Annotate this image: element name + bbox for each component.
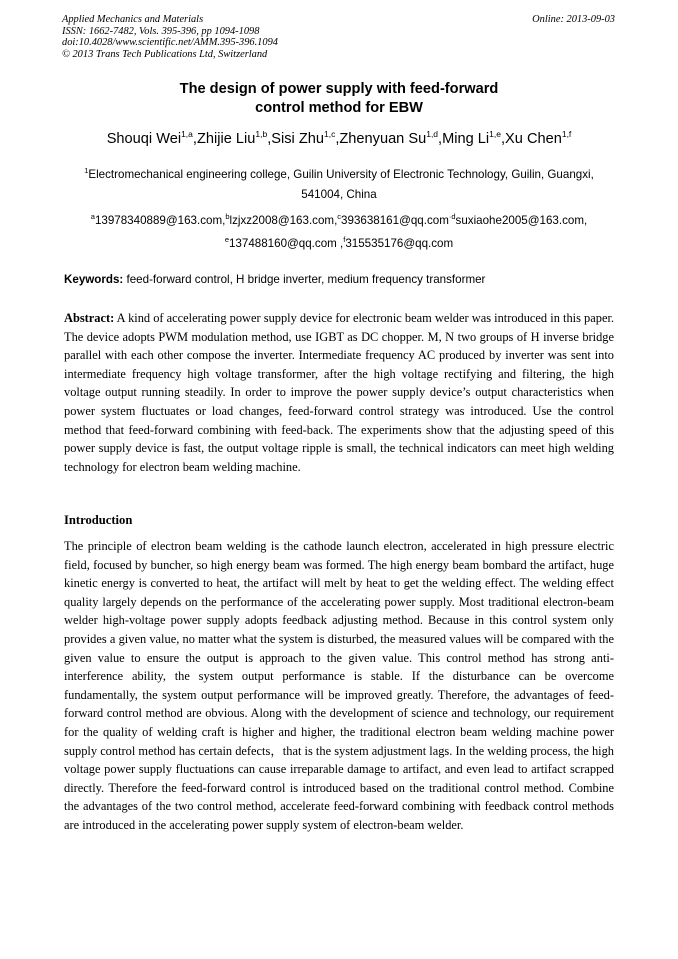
author-separator: , bbox=[500, 131, 506, 147]
abstract-label: Abstract: bbox=[64, 311, 115, 325]
email-address[interactable]: 137488160@qq.com , bbox=[228, 237, 344, 250]
affiliation-line-2: 541004, China bbox=[301, 188, 377, 201]
author-separator: , bbox=[438, 131, 443, 147]
issn-line: ISSN: 1662-7482, Vols. 395-396, pp 1094-1098 bbox=[62, 25, 260, 37]
journal-header bbox=[62, 14, 278, 60]
author-name: Shouqi Wei bbox=[106, 131, 182, 147]
email-address[interactable]: 13978340889@163.com, bbox=[94, 214, 226, 227]
email-mark: c bbox=[337, 212, 342, 221]
emails-line-1 bbox=[0, 209, 678, 232]
author-separator: , bbox=[267, 131, 272, 147]
paper-title bbox=[0, 80, 678, 118]
author-affil-mark: 1,f bbox=[561, 129, 572, 139]
abstract bbox=[64, 309, 614, 476]
email-address[interactable]: 315535176@qq.com bbox=[345, 237, 454, 250]
affiliation-text: Electromechanical engineering college, Guilin University of Electronic Technology, Guilin, Guangxi, bbox=[88, 168, 594, 181]
author-affil-mark: 1,e bbox=[489, 129, 501, 139]
author-list bbox=[0, 130, 678, 148]
author-name: Sisi Zhu bbox=[271, 131, 324, 147]
email-address[interactable]: suxiaohe2005@163.com, bbox=[455, 214, 588, 227]
affiliation bbox=[0, 165, 678, 205]
copyright-line: © 2013 Trans Tech Publications Ltd, Switzerland bbox=[62, 48, 268, 60]
author-separator: , bbox=[192, 131, 197, 147]
title-line-1: The design of power supply with feed-forward bbox=[179, 81, 499, 97]
email-mark: e bbox=[224, 235, 229, 244]
keywords-label: Keywords: bbox=[64, 273, 124, 286]
author-affil-mark: 1,c bbox=[323, 129, 336, 139]
author-affil-mark: 1,a bbox=[181, 129, 193, 139]
doi-line[interactable]: doi:10.4028/www.scientific.net/AMM.395-396.1094 bbox=[62, 37, 278, 49]
section-heading-introduction: Introduction bbox=[64, 513, 133, 527]
author-affil-mark: 1,d bbox=[426, 129, 439, 139]
title-line-2: control method for EBW bbox=[255, 100, 423, 116]
emails-line-2 bbox=[0, 232, 678, 255]
email-mark: a bbox=[90, 212, 95, 221]
email-mark: b bbox=[225, 212, 230, 221]
keywords bbox=[64, 272, 485, 287]
author-name: Xu Chen bbox=[505, 131, 562, 147]
keywords-text: feed-forward control, H bridge inverter, medium frequency transformer bbox=[123, 273, 486, 286]
author-name: Zhenyuan Su bbox=[339, 131, 427, 147]
email-mark: ·d bbox=[448, 212, 456, 221]
journal-name: Applied Mechanics and Materials bbox=[62, 14, 204, 25]
affiliation-mark: 1 bbox=[84, 166, 89, 175]
author-emails bbox=[0, 209, 678, 255]
online-date: Online: 2013-09-03 bbox=[532, 14, 615, 25]
author-name: Ming Li bbox=[442, 131, 490, 147]
affiliation-line-1 bbox=[0, 165, 678, 185]
email-address[interactable]: 393638161@qq.com bbox=[341, 214, 449, 227]
author-name: Zhijie Liu bbox=[196, 131, 256, 147]
author-separator: , bbox=[335, 131, 340, 147]
email-address[interactable]: lzjxz2008@163.com, bbox=[229, 214, 338, 227]
email-mark: f bbox=[343, 235, 346, 244]
abstract-text: A kind of accelerating power supply device for electronic beam welder was introduced in this paper. The device adopts PWM modulation method, use IGBT as DC chopper. M, N two groups of H inverse bridge parallel with each other compose the inverter. Intermediate frequency AC produced by inverter was sent into intermediate frequency high voltage transformer, after the high voltage rectifying and filtering, the high voltage output running steadily. In order to improve the power supply device’s output characteristics when power system fluctuates or load changes, feed-forward control strategy was introduced. Use the control method that feed-forward combining with feed-back. The experiments show that the adjusting speed of this power supply device is fast, the output voltage ripple is small, the technical indicators can meet high welding technology for electron beam welding machine. bbox=[64, 311, 614, 474]
author-affil-mark: 1,b bbox=[255, 129, 268, 139]
introduction-body: The principle of electron beam welding is the cathode launch electron, accelerated in high pressure electric field, focused by buncher, so high energy beam was formed. The high energy beam bombard the artifact, huge kinetic energy is converted to heat, the artifact will melt by heat to get the welding effect. The welding effect quality largely depends on the performance of the accelerating power supply. Most traditional electron-beam welder high-voltage power supply adopts feedback adjusting method. Because in this control system only provides a given value, no matter what the system is disturbed, the measured values will be compared with the given value to ensure the output is approach to the given value. This control method has strong anti-interference ability, the system output performance is stable. If the disturbance can be overcome fundamentally, the system output performance will be improved greatly. Therefore, the advantages of feed-forward control method are obvious. Along with the development of science and technology, our requirement for the quality of welding craft is higher and higher, the traditional electron beam welding machine power supply control method has certain defects，that is the system adjustment lags. In the welding process, the high voltage power supply fluctuations can cause irreparable damage to artifact, and even lead to artifact scrapped directly. Therefore the feed-forward control is introduced based on the traditional control method. Combine the advantages of the two control method, accelerate feed-forward combining with feedback control methods are introduced in the accelerating power supply system of electron-beam welder. bbox=[64, 539, 614, 832]
